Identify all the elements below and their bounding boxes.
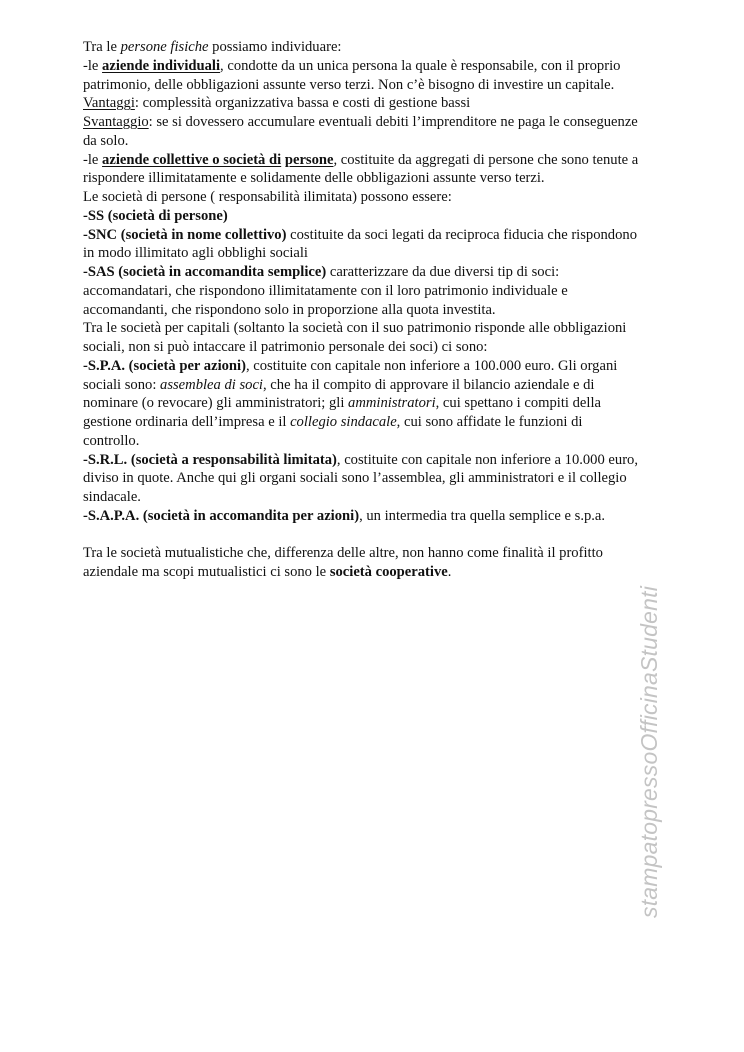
text-run: , costituite con capitale non inferiore a 100.000 euro. Gli organi	[245, 357, 618, 374]
text-run: , cui sono affidate le funzioni di	[396, 414, 583, 430]
emphasis-text: persone	[284, 151, 334, 168]
text-line	[83, 563, 715, 582]
text-run: Tra le	[83, 39, 121, 55]
text-run: patrimonio, delle obbligazioni assunte verso terzi. Non c’è bisogno di investire un capitale.	[83, 76, 615, 93]
text-line	[83, 394, 715, 413]
text-line	[83, 76, 715, 95]
text-run: sindacale.	[83, 489, 141, 505]
text-line	[83, 376, 715, 395]
text-line	[83, 132, 715, 151]
emphasis-text: amministratori	[348, 395, 436, 412]
emphasis-text: società cooperative	[329, 564, 448, 580]
text-run: , cui spettano i compiti della	[435, 395, 601, 412]
text-run: accomandanti, che rispondono solo in proporzione alla quota investita.	[83, 301, 496, 318]
text-run: sociali sono:	[83, 376, 161, 393]
text-run: .	[447, 564, 452, 580]
text-line	[83, 244, 715, 263]
text-line	[83, 301, 715, 320]
text-line	[83, 338, 715, 357]
emphasis-text: -S.A.P.A. (società in accomandita per azioni)	[83, 507, 360, 524]
text-line	[83, 544, 715, 563]
emphasis-text: -S.R.L. (società a responsabilità limitata)	[83, 451, 337, 468]
text-line	[83, 282, 715, 301]
text-line	[83, 413, 715, 432]
text-run: possiamo individuare:	[208, 39, 342, 55]
text-run: Tra le società mutualistiche che, differenza delle altre, non hanno come finalità il profitto	[83, 545, 603, 562]
emphasis-text: assemblea di soci	[160, 376, 263, 393]
text-line	[83, 113, 715, 132]
text-run: : se si dovessero accumulare eventuali debiti l’imprenditore ne paga le conseguenze	[148, 114, 638, 130]
text-run: -le	[83, 57, 103, 74]
text-run: diviso in quote. Anche qui gli organi sociali sono l’assemblea, gli amministratori e il collegio	[83, 470, 627, 487]
text-line	[83, 188, 715, 207]
text-run: controllo.	[83, 432, 140, 449]
text-run: da solo.	[83, 132, 129, 149]
text-line	[83, 357, 715, 376]
text-run: Tra le società per capitali (soltanto la società con il suo patrimonio risponde alle obbligazioni	[83, 320, 627, 337]
text-run: , condotte da un unica persona la quale è responsabile, con il proprio	[220, 57, 621, 74]
text-run: costituite da soci legati da reciproca fiducia che rispondono	[286, 226, 637, 243]
text-line	[83, 151, 715, 170]
text-line	[83, 319, 715, 338]
text-run: in modo illimitato agli obblighi sociali	[83, 245, 308, 262]
text-line	[83, 226, 715, 245]
blank-line	[83, 526, 715, 545]
text-run: nominare (o revocare) gli amministratori; gli	[83, 395, 349, 412]
text-run: : complessità organizzativa bassa e costi di gestione bassi	[134, 95, 471, 112]
emphasis-text: aziende individuali	[102, 57, 221, 74]
text-run: Le società di persone ( responsabilità ilimitata) possono essere:	[83, 189, 452, 205]
text-line	[83, 507, 715, 526]
text-run: , che ha il compito di approvare il bilancio aziendale e di	[263, 376, 595, 393]
text-run: , costituite da aggregati di persone che sono tenute a	[333, 151, 639, 168]
text-line	[83, 207, 715, 226]
emphasis-text: aziende collettive o società di	[102, 151, 282, 168]
emphasis-text: Svantaggio	[83, 114, 149, 130]
text-line	[83, 451, 715, 470]
text-run: caratterizzare da due diversi tip di soci:	[326, 264, 560, 280]
watermark: stampatopressoOfficinaStudenti	[636, 585, 662, 918]
emphasis-text: -SAS (società in accomandita semplice)	[83, 264, 327, 280]
text-run: , un intermedia tra quella semplice e s.p.a.	[359, 507, 606, 524]
emphasis-text: persone fisiche	[120, 39, 209, 55]
text-run: gestione ordinaria dell’impresa e il	[83, 414, 291, 430]
emphasis-text: Vantaggi	[83, 95, 135, 112]
text-line	[83, 169, 715, 188]
text-line	[83, 488, 715, 507]
text-line	[83, 57, 715, 76]
emphasis-text: collegio sindacale	[290, 414, 397, 430]
text-line	[83, 263, 715, 282]
document-body	[83, 38, 715, 582]
text-line	[83, 432, 715, 451]
text-line	[83, 469, 715, 488]
text-run: sociali, non si può intaccare il patrimonio personale dei soci) ci sono:	[83, 339, 488, 355]
text-run: , costituite con capitale non inferiore a 10.000 euro,	[336, 451, 639, 468]
text-run: -le	[83, 151, 103, 168]
emphasis-text: -S.P.A. (società per azioni)	[83, 357, 246, 374]
text-line	[83, 38, 715, 57]
emphasis-text: -SS (società di persone)	[83, 207, 228, 224]
text-line	[83, 94, 715, 113]
text-run: rispondere illimitatamente e solidamente delle obbligazioni assunte verso terzi.	[83, 170, 545, 187]
text-run: aziendale ma scopi mutualistici ci sono le	[83, 564, 330, 580]
text-run: accomandatari, che rispondono illimitatamente con il loro patrimonio individuale e	[83, 282, 568, 299]
emphasis-text: -SNC (società in nome collettivo)	[83, 226, 287, 243]
